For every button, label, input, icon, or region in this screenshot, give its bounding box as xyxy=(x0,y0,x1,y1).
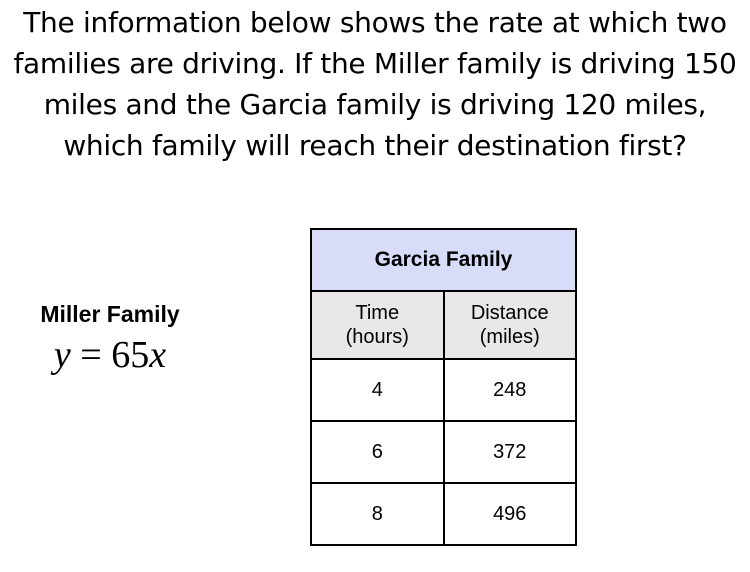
header-label: Time xyxy=(355,302,400,324)
equation-coefficient: 65 xyxy=(111,334,150,376)
miller-equation xyxy=(20,332,200,378)
table-row xyxy=(311,359,576,421)
distance-cell: 248 xyxy=(444,359,577,421)
equation-variable: x xyxy=(149,334,167,376)
equation-lhs: y xyxy=(53,334,71,376)
distance-cell: 496 xyxy=(444,483,577,545)
table-title-row xyxy=(311,229,576,291)
question-line: families are driving. If the Miller family is driving 150 xyxy=(13,47,737,80)
question-text xyxy=(0,2,750,166)
table-header-row xyxy=(311,291,576,359)
garcia-family-title: Garcia Family xyxy=(311,229,576,291)
time-cell: 4 xyxy=(311,359,444,421)
equation-operator: = xyxy=(70,334,112,376)
question-line: miles and the Garcia family is driving 120 miles, xyxy=(43,88,707,121)
table-row xyxy=(311,483,576,545)
garcia-family-table xyxy=(310,228,577,546)
time-header xyxy=(311,291,444,359)
table-row xyxy=(311,421,576,483)
question-line: which family will reach their destination first? xyxy=(63,129,687,162)
time-cell: 6 xyxy=(311,421,444,483)
question-line: The information below shows the rate at which two xyxy=(23,6,727,39)
header-label: Distance xyxy=(470,302,549,324)
miller-family-panel xyxy=(20,298,200,378)
distance-cell: 372 xyxy=(444,421,577,483)
header-unit: (miles) xyxy=(479,326,540,348)
header-unit: (hours) xyxy=(345,326,409,348)
distance-header xyxy=(444,291,577,359)
miller-family-title: Miller Family xyxy=(40,301,180,327)
time-cell: 8 xyxy=(311,483,444,545)
